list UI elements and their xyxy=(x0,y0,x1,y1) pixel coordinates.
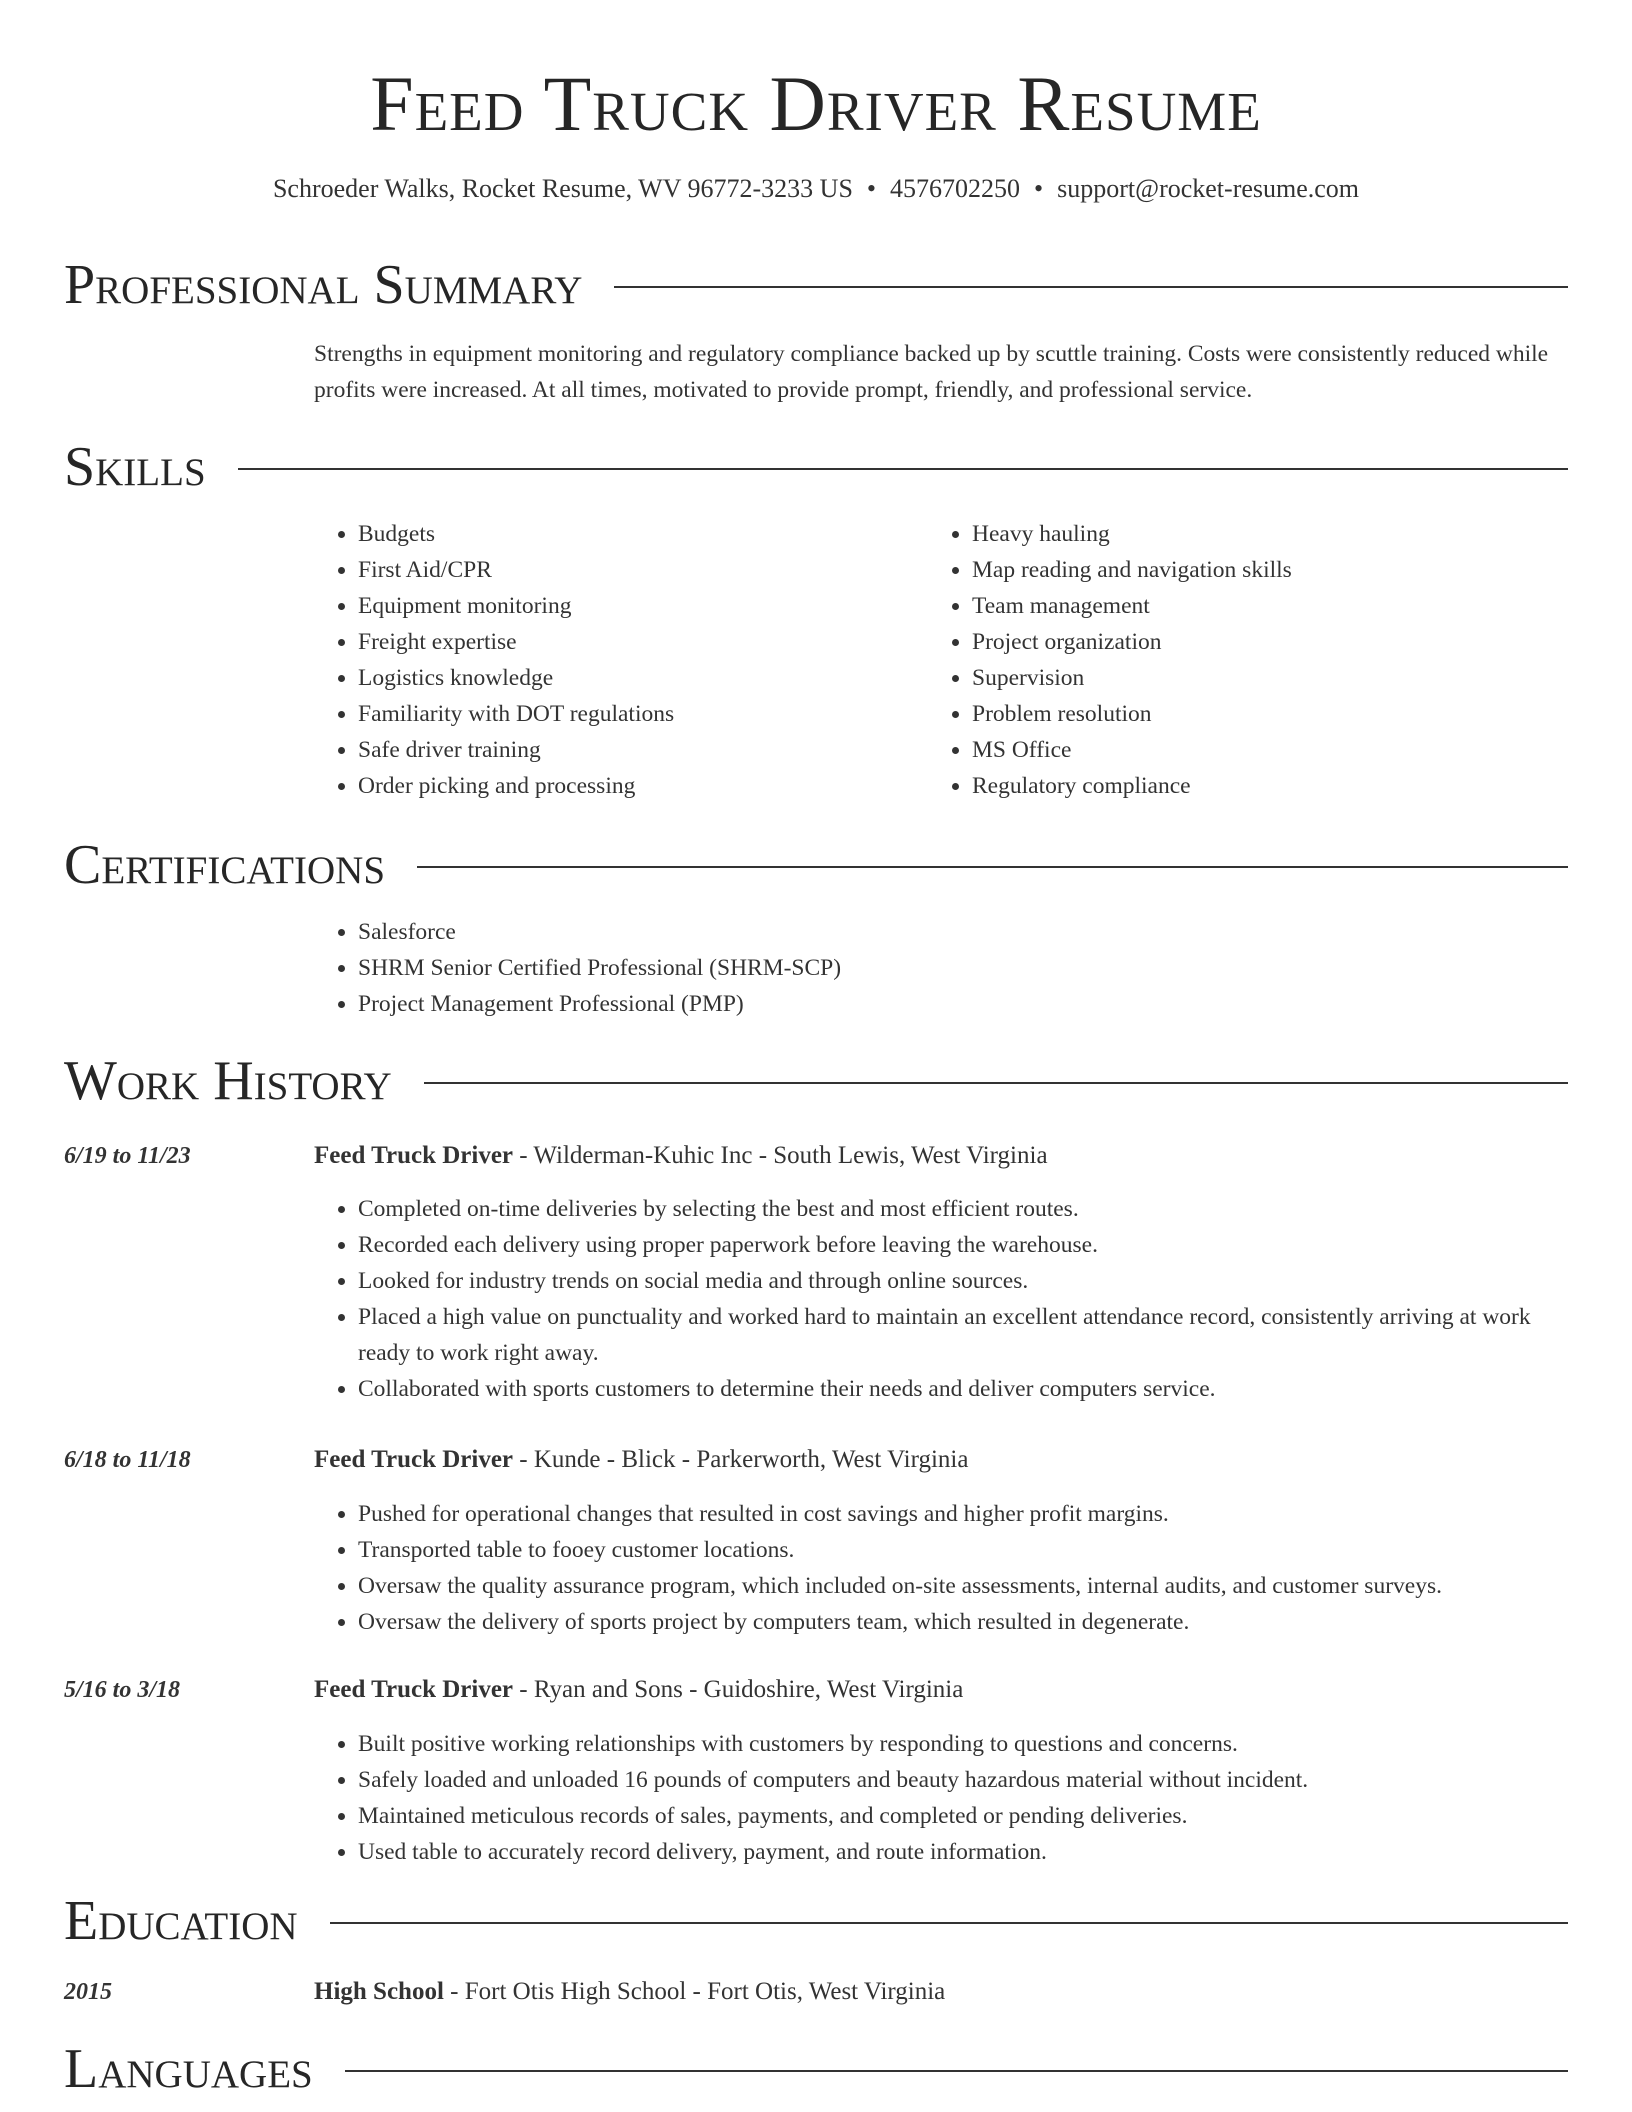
skills-column-left xyxy=(314,516,914,804)
job-employer: - Kunde - Blick - Parkerworth, West Virginia xyxy=(513,1446,969,1473)
certification-item: • Salesforce xyxy=(358,914,1568,950)
job-bullet: • Safely loaded and unloaded 16 pounds of computers and beauty hazardous material without incident. xyxy=(358,1762,1568,1798)
section-divider xyxy=(330,1922,1568,1924)
skill-item: • Heavy hauling xyxy=(972,516,1528,552)
skill-item: • Budgets xyxy=(358,516,914,552)
contact-phone[interactable]: 4576702250 xyxy=(890,174,1021,203)
job-dates: 6/19 to 11/23 xyxy=(64,1143,191,1169)
section-header-certifications xyxy=(64,830,1568,900)
job-bullets xyxy=(314,1191,1568,1407)
job-heading xyxy=(314,1138,1568,1174)
job-employer: - Wilderman-Kuhic Inc - South Lewis, West Virginia xyxy=(513,1142,1048,1169)
skill-item: • MS Office xyxy=(972,732,1528,768)
skill-item: • Regulatory compliance xyxy=(972,768,1528,804)
certifications-list xyxy=(314,914,1568,1022)
contact-address: Schroeder Walks, Rocket Resume, WV 96772-3233 US xyxy=(272,174,853,203)
section-title: Languages xyxy=(64,2038,313,2100)
job-bullet: • Looked for industry trends on social media and through online sources. xyxy=(358,1263,1568,1299)
education-school: - Fort Otis High School - Fort Otis, West Virginia xyxy=(443,1978,946,2005)
skill-item: • Supervision xyxy=(972,660,1528,696)
section-header-education xyxy=(64,1886,1568,1956)
skill-item: • Project organization xyxy=(972,624,1528,660)
skills-column-right xyxy=(928,516,1528,804)
certification-item: • Project Management Professional (PMP) xyxy=(358,986,1568,1022)
job-role: Feed Truck Driver xyxy=(314,1676,514,1703)
skill-item: • Familiarity with DOT regulations xyxy=(358,696,914,732)
resume-title: Feed Truck Driver Resume xyxy=(370,60,1262,147)
skill-item: • First Aid/CPR xyxy=(358,552,914,588)
job-bullet: • Collaborated with sports customers to determine their needs and deliver computers service. xyxy=(358,1371,1568,1407)
job-bullet: • Oversaw the quality assurance program, which included on-site assessments, internal audits, and customer surveys. xyxy=(358,1568,1568,1604)
skill-item: • Team management xyxy=(972,588,1528,624)
section-divider xyxy=(614,286,1568,288)
job-dates: 6/18 to 11/18 xyxy=(64,1447,191,1473)
skill-item: • Freight expertise xyxy=(358,624,914,660)
job-bullets xyxy=(314,1496,1568,1640)
section-title: Education xyxy=(64,1890,298,1952)
skill-item: • Order picking and processing xyxy=(358,768,914,804)
section-title: Skills xyxy=(64,436,206,498)
job-bullet: • Built positive working relationships with customers by responding to questions and concerns. xyxy=(358,1726,1568,1762)
skill-item: • Equipment monitoring xyxy=(358,588,914,624)
job-bullet: • Placed a high value on punctuality and worked hard to maintain an excellent attendance record, consistently arriving at work ready to work right away. xyxy=(358,1299,1568,1371)
job-employer: - Ryan and Sons - Guidoshire, West Virginia xyxy=(513,1676,964,1703)
job-bullet: • Used table to accurately record delivery, payment, and route information. xyxy=(358,1834,1568,1870)
skill-item: • Logistics knowledge xyxy=(358,660,914,696)
section-divider xyxy=(345,2070,1568,2072)
section-title: Professional Summary xyxy=(64,254,583,316)
skill-item: • Problem resolution xyxy=(972,696,1528,732)
job-bullet: • Pushed for operational changes that resulted in cost savings and higher profit margins. xyxy=(358,1496,1568,1532)
contact-email[interactable]: support@rocket-resume.com xyxy=(1057,174,1360,203)
section-divider xyxy=(238,468,1568,470)
education-year: 2015 xyxy=(64,1979,112,2005)
summary-text: Strengths in equipment monitoring and regulatory compliance backed up by scuttle training. Costs were consistently reduced while profits were increased. At all times, motivated to provide prompt, friendly, and professional service. xyxy=(314,341,1549,403)
job-bullet: • Completed on-time deliveries by selecting the best and most efficient routes. xyxy=(358,1191,1568,1227)
section-header-languages xyxy=(64,2034,1568,2104)
separator-dot: • xyxy=(866,174,877,203)
section-title: Certifications xyxy=(64,834,386,896)
job-bullet: • Transported table to fooey customer locations. xyxy=(358,1532,1568,1568)
skill-item: • Safe driver training xyxy=(358,732,914,768)
section-header-summary xyxy=(64,250,1568,320)
section-divider xyxy=(417,866,1568,868)
section-header-skills xyxy=(64,432,1568,502)
job-bullet: • Maintained meticulous records of sales, payments, and completed or pending deliveries. xyxy=(358,1798,1568,1834)
education-heading xyxy=(314,1974,1568,2010)
contact-line xyxy=(0,172,1632,206)
section-title: Work History xyxy=(64,1050,392,1112)
section-divider xyxy=(424,1082,1568,1084)
skill-item: • Map reading and navigation skills xyxy=(972,552,1528,588)
job-heading xyxy=(314,1442,1568,1478)
job-bullet: • Oversaw the delivery of sports project by computers team, which resulted in degenerate. xyxy=(358,1604,1568,1640)
job-dates: 5/16 to 3/18 xyxy=(64,1677,181,1703)
job-role: Feed Truck Driver xyxy=(314,1446,514,1473)
job-role: Feed Truck Driver xyxy=(314,1142,514,1169)
job-bullets xyxy=(314,1726,1568,1870)
job-bullet: • Recorded each delivery using proper paperwork before leaving the warehouse. xyxy=(358,1227,1568,1263)
certification-item: • SHRM Senior Certified Professional (SHRM-SCP) xyxy=(358,950,1568,986)
education-degree: High School xyxy=(314,1978,444,2005)
job-heading xyxy=(314,1672,1568,1708)
section-header-work-history xyxy=(64,1046,1568,1116)
separator-dot: • xyxy=(1034,174,1044,203)
